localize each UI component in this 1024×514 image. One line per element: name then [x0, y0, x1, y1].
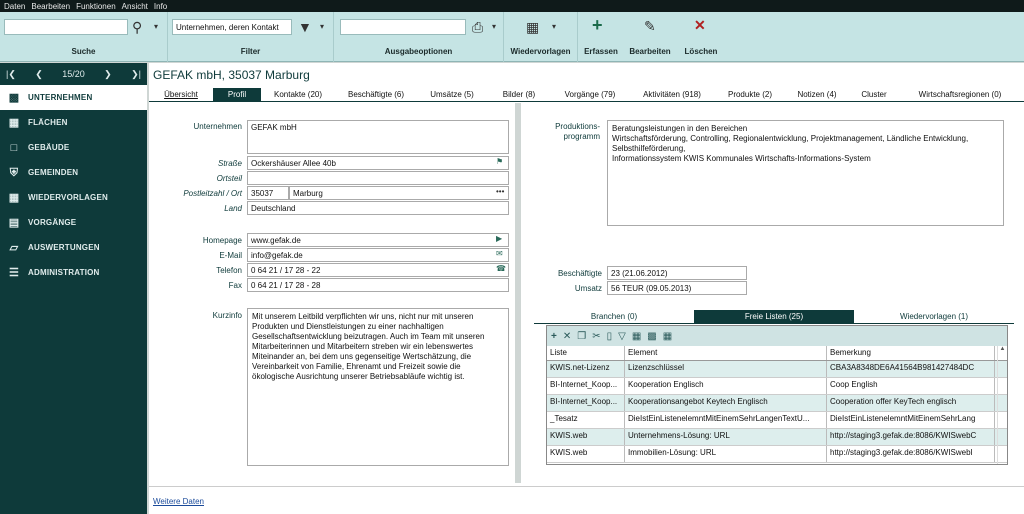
tab-vorgaenge[interactable]: Vorgänge (79)	[564, 90, 616, 99]
chevron-down-icon[interactable]: ▾	[154, 22, 159, 31]
homepage-label: Homepage	[202, 236, 242, 245]
sidebar-item-vorgaenge[interactable]	[0, 210, 147, 235]
web-icon[interactable]: ▶	[496, 234, 503, 243]
table-row[interactable]	[547, 361, 1007, 378]
next-record-icon[interactable]: ❯	[104, 68, 112, 79]
sliders-icon: ☰	[8, 266, 20, 279]
cell-bemerkung: CBA3A8348DE6A41564B981427484DC	[827, 361, 995, 377]
shortinfo-label: Kurzinfo	[212, 311, 242, 320]
district-field[interactable]	[247, 171, 509, 185]
cell-element: Unternehmens-Lösung: URL	[625, 429, 827, 445]
grid-header	[547, 346, 1007, 361]
sidebar-item-label: WIEDERVORLAGEN	[28, 193, 108, 202]
mail-icon[interactable]: ✉	[496, 249, 503, 258]
street-label: Straße	[217, 159, 242, 168]
cell-liste: KWIS.net-Lizenz	[547, 361, 625, 377]
sidebar-item-flaechen[interactable]	[0, 110, 147, 135]
phone-field[interactable]: 0 64 21 / 17 28 - 22	[247, 263, 509, 277]
table-row[interactable]	[547, 446, 1007, 463]
cell-bemerkung: Cooperation offer KeyTech englisch	[827, 395, 995, 411]
cell-element: Lizenzschlüssel	[625, 361, 827, 377]
list-tabs	[534, 310, 1014, 324]
cell-liste: _Tesatz	[547, 412, 625, 428]
menu-functions[interactable]: Funktionen	[76, 1, 116, 11]
cell-element: DieIstEinListenelemntMitEinemSehrLangenTextU...	[625, 412, 827, 428]
phone-label: Telefon	[216, 266, 242, 275]
copy-icon[interactable]: ❐	[577, 330, 587, 342]
cell-bemerkung: http://staging3.gefak.de:8086/KWISwebC	[827, 429, 995, 445]
cell-element: Kooperation Englisch	[625, 378, 827, 394]
columns-icon[interactable]: ▯	[606, 330, 613, 342]
tab-profil[interactable]: Profil	[213, 88, 261, 101]
search-input[interactable]	[4, 19, 128, 35]
output-label: Ausgabeoptionen	[384, 47, 453, 56]
production-field[interactable]: Beratungsleistungen in den Bereichen Wirtschaftsförderung, Controlling, Regionalentwicklung, Projektmanagement, Ländliche Entwicklung, Selbsthilfeförderung, Informationssystem KWIS Kommunales Wirtschafts-Informations-System	[607, 120, 1004, 226]
zip-field[interactable]: 35037	[247, 186, 289, 200]
tab-wiedervorlagen[interactable]: Wiedervorlagen (1)	[899, 312, 969, 321]
shortinfo-field[interactable]: Mit unserem Leitbild verpflichten wir uns, nicht nur mit unseren Produkten und Dienstleistungen zu einer nachhaltigen Gesellschaftsentwicklung beizutragen. Auch im Team mit unseren Mitarbeiterinnen und Mitarbeitern streben wir ein lebenswertes Miteinander an, bei dem uns gegenseitige Wertschätzung, die Vereinbarkeit von Familie, Ehrenamt und Freizeit sowie die ökologische Ausrichtung unserer Betriebsabläufe wichtig ist.	[247, 308, 509, 466]
area-icon: ▦	[8, 116, 20, 129]
filter-group	[168, 12, 334, 62]
delete-button[interactable]	[676, 12, 726, 62]
record-tabs	[149, 88, 1024, 102]
column-header-liste[interactable]: Liste	[547, 346, 625, 360]
map-icon[interactable]: ⚑	[496, 157, 504, 166]
menu-edit[interactable]: Bearbeiten	[31, 1, 71, 11]
sidebar-item-label: GEMEINDEN	[28, 168, 79, 177]
free-lists-grid	[546, 325, 1008, 465]
shield-icon: ⛨	[9, 166, 19, 179]
search-group	[0, 12, 168, 62]
delete-icon[interactable]: ✕	[562, 330, 572, 342]
cell-liste: BI-Internet_Koop...	[547, 395, 625, 411]
cell-element: Kooperationsangebot Keytech Englisch	[625, 395, 827, 411]
add-icon[interactable]: +	[551, 330, 557, 342]
page-title: GEFAK mbH, 35037 Marburg	[153, 68, 310, 82]
sidebar-item-label: GEBÄUDE	[28, 143, 70, 152]
sidebar-item-administration[interactable]	[0, 260, 147, 285]
filter-label: Filter	[240, 47, 261, 56]
edit-label: Bearbeiten	[629, 47, 671, 56]
more-icon[interactable]: •••	[496, 187, 505, 196]
building-icon: ▩	[8, 91, 20, 104]
edit-button[interactable]	[624, 12, 676, 62]
email-field[interactable]: info@gefak.de	[247, 248, 509, 262]
table-row[interactable]	[547, 395, 1007, 412]
sidebar-item-gebaeude[interactable]	[0, 135, 147, 160]
record-counter: 15/20	[62, 69, 85, 79]
table-row[interactable]	[547, 378, 1007, 395]
cell-bemerkung: DieIstEinListenelemntMitEinemSehrLang	[827, 412, 995, 428]
menu-view[interactable]: Ansicht	[121, 1, 148, 11]
tab-beschaeftigte[interactable]: Beschäftigte (6)	[347, 90, 405, 99]
printer-icon[interactable]: ⎙	[472, 19, 484, 35]
production-label: Produktions-	[555, 122, 600, 131]
tab-uebersicht[interactable]: Übersicht	[164, 90, 198, 99]
templates-group[interactable]	[504, 12, 578, 62]
filter-input[interactable]: Unternehmen, deren Kontakt	[172, 19, 292, 35]
company-field[interactable]: GEFAK mbH	[247, 120, 509, 154]
grid-scrollbar[interactable]: ▲	[997, 346, 1007, 465]
cell-bemerkung: Coop English	[827, 378, 995, 394]
filter-icon[interactable]: ▼	[298, 19, 312, 35]
tab-aktivitaeten[interactable]: Aktivitäten (918)	[643, 90, 701, 99]
menu-bar	[0, 0, 1024, 12]
create-label: Erfassen	[584, 47, 618, 56]
cell-bemerkung: http://staging3.gefak.de:8086/KWISwebI	[827, 446, 995, 462]
last-record-icon[interactable]: ❯|	[131, 68, 141, 79]
city-field[interactable]: Marburg	[289, 186, 509, 200]
revenue-field[interactable]: 56 TEUR (09.05.2013)	[607, 281, 747, 295]
building-outline-icon: □	[10, 141, 18, 154]
column-header-element[interactable]: Element	[625, 346, 827, 360]
sidebar-item-label: AUSWERTUNGEN	[28, 243, 100, 252]
district-label: Ortsteil	[216, 174, 242, 183]
cut-icon[interactable]: ✂	[592, 330, 601, 342]
tab-bilder[interactable]: Bilder (8)	[502, 90, 536, 99]
search-icon[interactable]: ⚲	[132, 19, 143, 35]
tab-umsaetze[interactable]: Umsätze (5)	[430, 90, 474, 99]
homepage-field[interactable]: www.gefak.de	[247, 233, 509, 247]
toolbar	[0, 12, 1024, 62]
chart-icon: ▱	[9, 241, 19, 254]
column-header-bemerkung[interactable]: Bemerkung	[827, 346, 995, 360]
table-row[interactable]	[547, 412, 1007, 429]
templates-label: Wiedervorlagen	[510, 47, 571, 56]
zip-city-label: Postleitzahl / Ort	[183, 189, 242, 198]
email-label: E-Mail	[219, 251, 242, 260]
tab-kontakte[interactable]: Kontakte (20)	[273, 90, 323, 99]
sidebar	[0, 63, 147, 514]
menu-info[interactable]: Info	[153, 1, 168, 11]
production-label-2: programm	[563, 132, 600, 141]
sidebar-item-gemeinden[interactable]	[0, 160, 147, 185]
grid-toolbar	[547, 326, 1007, 346]
grid-icon[interactable]: ▦	[662, 330, 673, 342]
company-label: Unternehmen	[193, 122, 242, 131]
cell-liste: KWIS.web	[547, 446, 625, 462]
export-icon[interactable]: ▦	[631, 330, 642, 342]
sidebar-item-label: UNTERNEHMEN	[28, 93, 93, 102]
tab-branchen[interactable]: Branchen (0)	[590, 312, 638, 321]
delete-label: Löschen	[684, 47, 718, 56]
country-field[interactable]: Deutschland	[247, 201, 509, 215]
tab-wirtschaftsregionen[interactable]: Wirtschaftsregionen (0)	[918, 90, 1002, 99]
chevron-down-icon[interactable]: ▾	[320, 22, 325, 31]
calendar-icon[interactable]: ▦	[526, 19, 540, 35]
fax-field[interactable]: 0 64 21 / 17 28 - 28	[247, 278, 509, 292]
footer	[149, 486, 1024, 514]
employees-label: Beschäftigte	[557, 269, 602, 278]
menu-data[interactable]: Daten	[4, 1, 26, 11]
tab-freie-listen[interactable]: Freie Listen (25)	[694, 310, 854, 323]
sidebar-item-unternehmen[interactable]	[0, 85, 147, 110]
output-group	[334, 12, 504, 62]
document-icon: ▤	[8, 216, 20, 229]
filter-clear-icon[interactable]: ▽	[618, 330, 626, 342]
chevron-down-icon[interactable]: ▾	[552, 22, 557, 31]
create-button[interactable]	[578, 12, 624, 62]
street-field[interactable]: Ockershäuser Allee 40b	[247, 156, 509, 170]
country-label: Land	[224, 204, 242, 213]
table-icon[interactable]: ▩	[647, 330, 657, 342]
search-label: Suche	[71, 47, 96, 56]
record-navigator	[0, 63, 147, 85]
cell-element: Immobilien-Lösung: URL	[625, 446, 827, 462]
cell-liste: BI-Internet_Koop...	[547, 378, 625, 394]
first-record-icon[interactable]: |❮	[6, 68, 16, 79]
sidebar-item-label: VORGÄNGE	[28, 218, 77, 227]
chevron-down-icon[interactable]: ▾	[492, 22, 497, 31]
employees-field[interactable]: 23 (21.06.2012)	[607, 266, 747, 280]
sidebar-item-wiedervorlagen[interactable]	[0, 185, 147, 210]
edit-icon: ✎	[644, 18, 656, 34]
sidebar-item-label: FLÄCHEN	[28, 118, 68, 127]
calendar-icon: ▦	[8, 191, 20, 204]
close-icon: ✕	[694, 17, 706, 33]
sidebar-item-auswertungen[interactable]	[0, 235, 147, 260]
plus-icon: +	[592, 15, 603, 35]
phone-icon[interactable]: ☎	[496, 264, 506, 273]
more-data-link[interactable]: Weitere Daten	[153, 497, 204, 506]
table-row[interactable]	[547, 429, 1007, 446]
tab-cluster[interactable]: Cluster	[861, 90, 887, 99]
cell-liste: KWIS.web	[547, 429, 625, 445]
output-input[interactable]	[340, 19, 466, 35]
sidebar-item-label: ADMINISTRATION	[28, 268, 100, 277]
prev-record-icon[interactable]: ❮	[35, 68, 43, 79]
tab-notizen[interactable]: Notizen (4)	[797, 90, 837, 99]
fax-label: Fax	[228, 281, 242, 290]
revenue-label: Umsatz	[574, 284, 602, 293]
tab-produkte[interactable]: Produkte (2)	[727, 90, 773, 99]
